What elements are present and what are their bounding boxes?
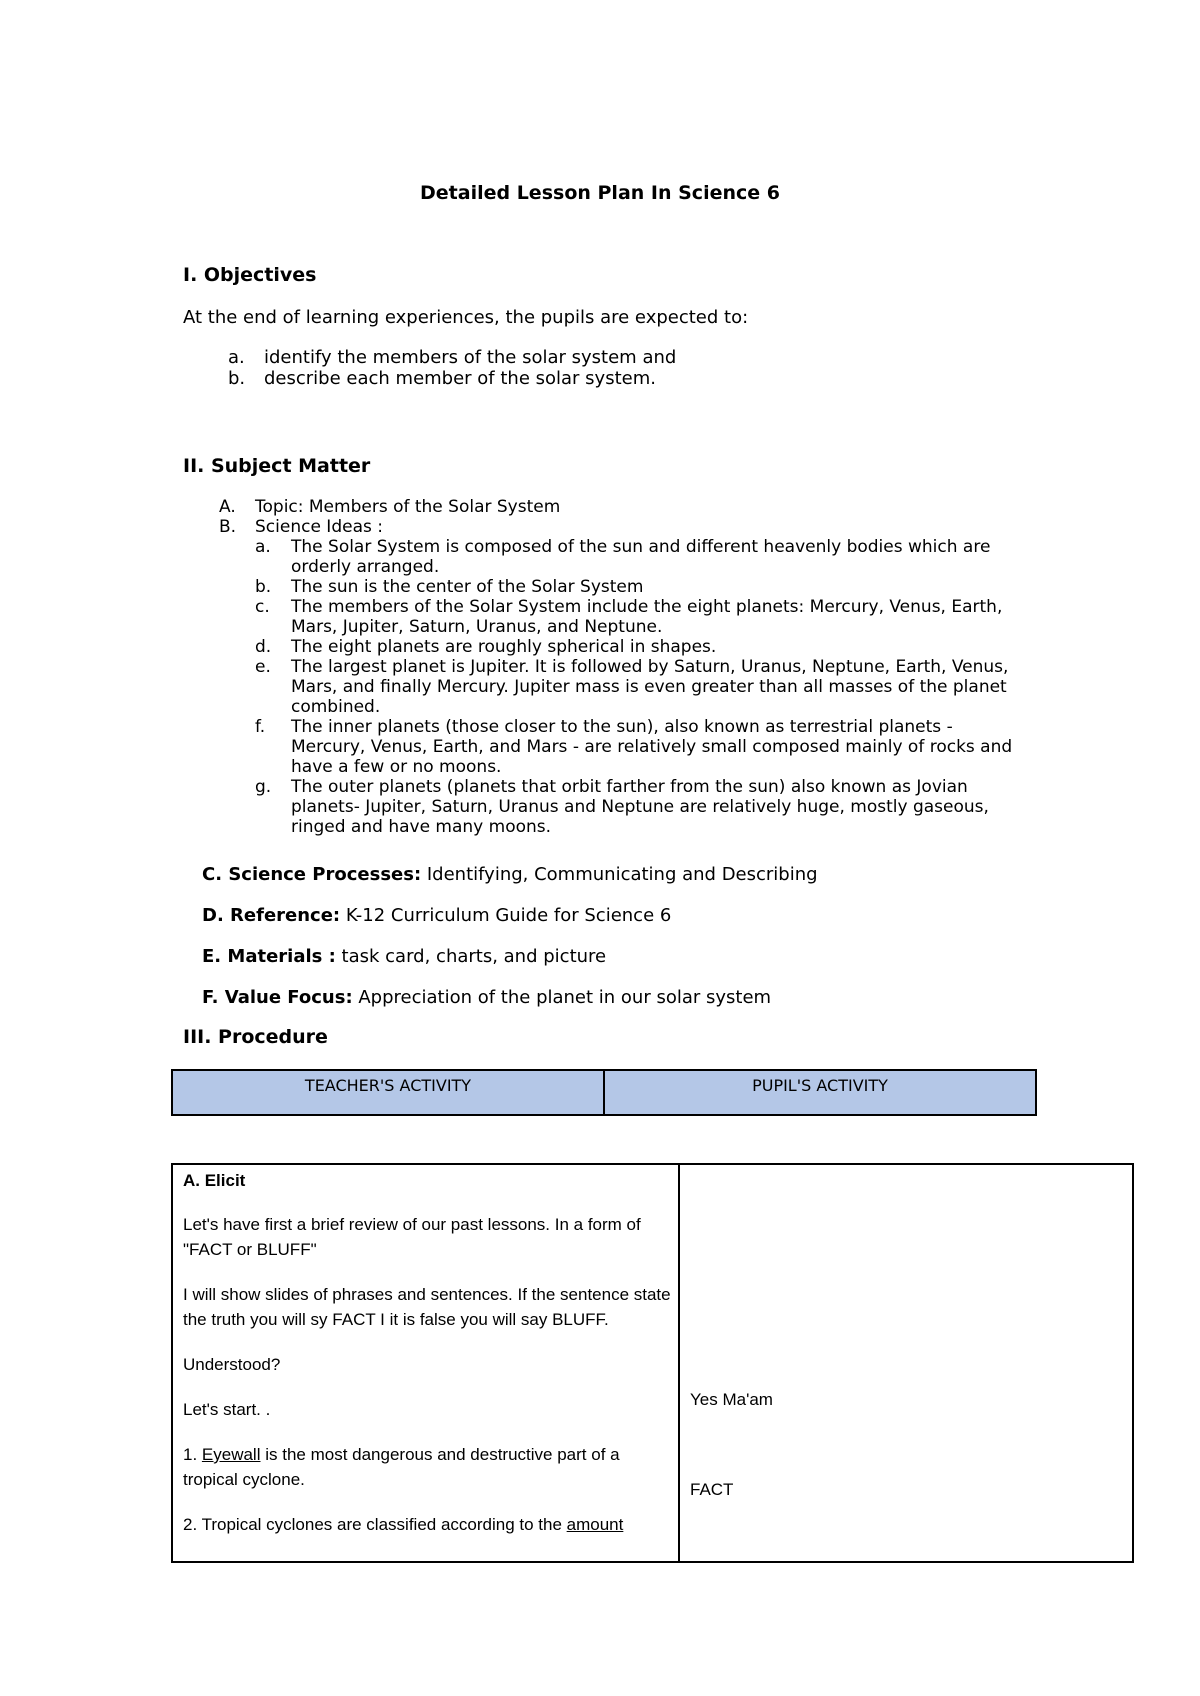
list-marker: A. [219,497,236,517]
question-number: 1. [183,1445,202,1464]
reference [202,905,671,926]
elicit-paragraph: I will show slides of phrases and sentences. If the sentence state the truth you will sy FACT I it is false you will say BLUFF. [183,1285,671,1329]
field-label: C. Science Processes: [202,864,422,885]
list-marker: b. [228,368,246,389]
subject-matter-list [219,497,1029,837]
list-marker: a. [228,347,245,368]
field-value: Identifying, Communicating and Describing [421,864,818,885]
list-item [255,597,1029,637]
topic-text: Topic: Members of the Solar System [255,497,561,517]
objectives-heading: I. Objectives [183,264,317,286]
field-value: task card, charts, and picture [335,946,607,967]
underlined-term: Eyewall [201,1445,261,1464]
list-text: The Solar System is composed of the sun and different heavenly bodies which are orderly arranged. [291,537,991,577]
list-item [255,657,1029,717]
procedure-heading: III. Procedure [183,1026,328,1048]
list-marker: c. [255,597,270,617]
list-text: The sun is the center of the Solar System [291,577,644,597]
objectives-list [228,347,1028,389]
teacher-activity-header: TEACHER'S ACTIVITY [304,1076,472,1095]
list-text: The largest planet is Jupiter. It is followed by Saturn, Uranus, Neptune, Earth, Venus, Mars, and finally Mercury. Jupiter mass is even greater than all masses of the planet combined. [291,657,1009,717]
teacher-activity-cell [183,1168,673,1557]
list-marker: f. [255,717,266,737]
elicit-paragraph: Understood? [183,1355,281,1374]
question-2 [183,1512,673,1537]
objectives-intro: At the end of learning experiences, the pupils are expected to: [183,307,749,328]
subject-matter-heading: II. Subject Matter [183,455,371,477]
list-text: identify the members of the solar system and [264,347,677,368]
question-text: is the most dangerous and destructive part of a tropical cyclone. [183,1445,620,1489]
field-value: Appreciation of the planet in our solar system [352,987,772,1008]
value-focus [202,987,771,1008]
activity-header-table [171,1069,1037,1116]
list-marker: b. [255,577,272,597]
list-item [228,347,1028,368]
science-ideas-label: Science Ideas : [255,517,383,537]
list-item [255,717,1029,777]
list-text: The members of the Solar System include the eight planets: Mercury, Venus, Earth, Mars, Jupiter, Saturn, Uranus, and Neptune. [291,597,1003,637]
list-marker: e. [255,657,271,677]
list-item [255,777,1029,837]
field-label: F. Value Focus: [202,987,353,1008]
list-item [219,497,1029,517]
list-text: The outer planets (planets that orbit farther from the sun) also known as Jovian planets- Jupiter, Saturn, Uranus and Neptune are relatively huge, mostly gaseous, ringed and have many moons. [291,777,989,837]
list-marker: a. [255,537,271,557]
list-item [255,577,1029,597]
table-bottom-border [171,1561,1134,1563]
materials [202,946,606,967]
science-processes [202,864,818,885]
list-marker: g. [255,777,272,797]
elicit-heading: A. Elicit [183,1171,246,1190]
elicit-paragraph: Let's have first a brief review of our past lessons. In a form of "FACT or BLUFF" [183,1215,641,1259]
underlined-term: amount [566,1515,624,1534]
list-marker: d. [255,637,272,657]
field-label: D. Reference: [202,905,341,926]
list-item [255,637,1029,657]
list-text: The inner planets (those closer to the sun), also known as terrestrial planets - Mercury, Venus, Earth, and Mars - are relatively small composed mainly of rocks and have a few or no moons. [291,717,1013,777]
field-label: E. Materials : [202,946,336,967]
response-q1: FACT [690,1480,734,1499]
table-column-divider [678,1163,680,1563]
pupil-activity-header: PUPIL'S ACTIVITY [603,1071,1035,1114]
elicit-paragraph: Let's start. . [183,1400,271,1419]
page-title: Detailed Lesson Plan In Science 6 [420,182,780,204]
list-text: The eight planets are roughly spherical in shapes. [291,637,717,657]
list-marker: B. [219,517,237,537]
list-item [219,517,1029,537]
question-text: 2. Tropical cyclones are classified according to the [183,1515,567,1534]
list-text: describe each member of the solar system. [264,368,656,389]
list-item [228,368,1028,389]
science-ideas-list [255,537,1029,837]
question-1 [183,1442,673,1492]
field-value: K-12 Curriculum Guide for Science 6 [340,905,672,926]
list-item [255,537,1029,577]
response-understood: Yes Ma'am [690,1390,773,1409]
